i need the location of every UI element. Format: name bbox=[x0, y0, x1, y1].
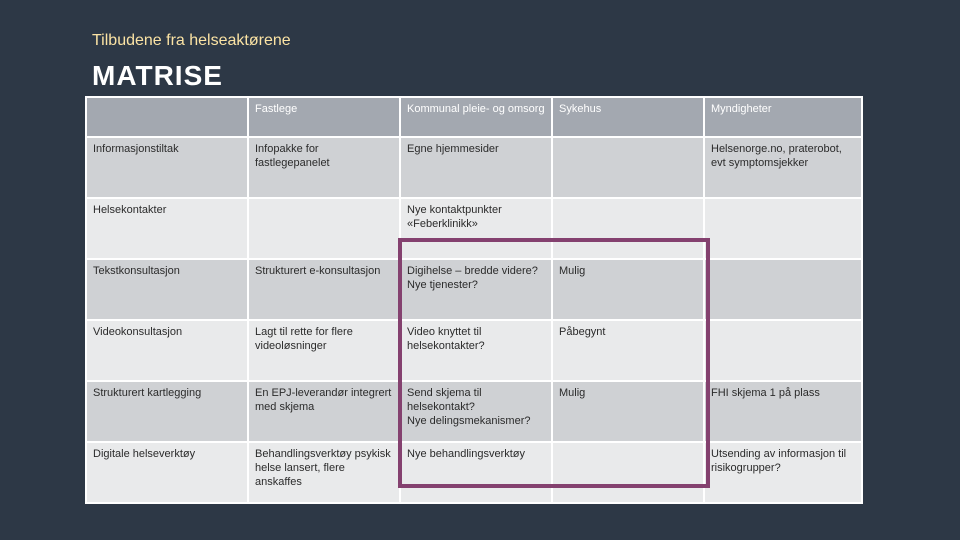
table-row bbox=[86, 381, 862, 442]
table-row bbox=[86, 137, 862, 198]
table-row bbox=[86, 442, 862, 503]
row-label: Informasjonstiltak bbox=[86, 137, 248, 198]
table-cell: Påbegynt bbox=[552, 320, 704, 381]
table-cell bbox=[552, 442, 704, 503]
table-row bbox=[86, 320, 862, 381]
table-cell: Helsenorge.no, praterobot, evt symptomsjekker bbox=[704, 137, 862, 198]
table-cell: Send skjema til helsekontakt? Nye delingsmekanismer? bbox=[400, 381, 552, 442]
table-cell: Nye kontaktpunkter «Feberklinikk» bbox=[400, 198, 552, 259]
column-header: Fastlege bbox=[248, 97, 400, 137]
table-cell: FHI skjema 1 på plass bbox=[704, 381, 862, 442]
column-header: Sykehus bbox=[552, 97, 704, 137]
row-label: Digitale helseverktøy bbox=[86, 442, 248, 503]
column-header: Myndigheter bbox=[704, 97, 862, 137]
table-cell: Infopakke for fastlegepanelet bbox=[248, 137, 400, 198]
slide-subtitle: Tilbudene fra helseaktørene bbox=[92, 32, 291, 49]
row-label: Tekstkonsultasjon bbox=[86, 259, 248, 320]
table-cell: Strukturert e-konsultasjon bbox=[248, 259, 400, 320]
table-cell bbox=[552, 137, 704, 198]
table-header-row bbox=[86, 97, 862, 137]
row-label: Videokonsultasjon bbox=[86, 320, 248, 381]
table-cell: Mulig bbox=[552, 381, 704, 442]
table-cell: Nye behandlingsverktøy bbox=[400, 442, 552, 503]
table-cell bbox=[704, 320, 862, 381]
table-cell: Utsending av informasjon til risikogrupper? bbox=[704, 442, 862, 503]
table-cell: Lagt til rette for flere videoløsninger bbox=[248, 320, 400, 381]
table-cell: Egne hjemmesider bbox=[400, 137, 552, 198]
column-header bbox=[86, 97, 248, 137]
table-cell bbox=[704, 259, 862, 320]
row-label: Helsekontakter bbox=[86, 198, 248, 259]
matrix-table bbox=[85, 96, 863, 504]
table-cell: Mulig bbox=[552, 259, 704, 320]
slide-title: MATRISE bbox=[92, 60, 223, 91]
table-cell: En EPJ-leverandør integrert med skjema bbox=[248, 381, 400, 442]
row-label: Strukturert kartlegging bbox=[86, 381, 248, 442]
table-row bbox=[86, 259, 862, 320]
table-cell bbox=[704, 198, 862, 259]
table-cell: Behandlingsverktøy psykisk helse lansert, flere anskaffes bbox=[248, 442, 400, 503]
table-cell bbox=[552, 198, 704, 259]
table-row bbox=[86, 198, 862, 259]
table-cell bbox=[248, 198, 400, 259]
column-header: Kommunal pleie- og omsorg bbox=[400, 97, 552, 137]
table-cell: Video knyttet til helsekontakter? bbox=[400, 320, 552, 381]
table-cell: Digihelse – bredde videre? Nye tjenester? bbox=[400, 259, 552, 320]
